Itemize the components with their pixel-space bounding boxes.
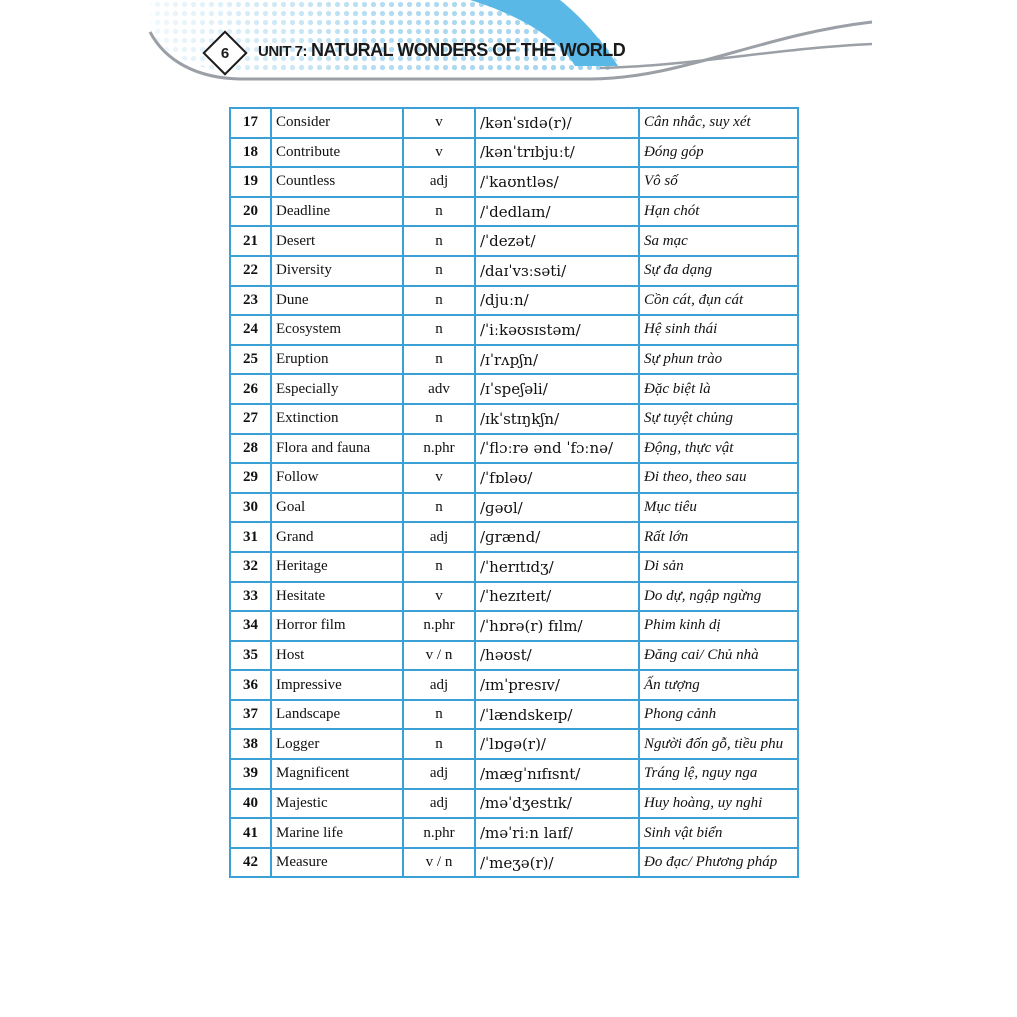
row-number: 27: [230, 404, 271, 434]
vocabulary-table: [229, 107, 799, 878]
vietnamese-meaning: Đi theo, theo sau: [639, 463, 798, 493]
pronunciation: /ˈhɒrə(r) fɪlm/: [475, 611, 639, 641]
vietnamese-meaning: Đóng góp: [639, 138, 798, 168]
row-number: 22: [230, 256, 271, 286]
pronunciation: /ɡrænd/: [475, 522, 639, 552]
vietnamese-meaning: Sự tuyệt chủng: [639, 404, 798, 434]
table-row: [230, 729, 798, 759]
row-number: 40: [230, 789, 271, 819]
vocab-word: Horror film: [271, 611, 403, 641]
part-of-speech: n.phr: [403, 818, 475, 848]
pronunciation: /ˈdezət/: [475, 226, 639, 256]
pronunciation: /ˈiːkəʊsɪstəm/: [475, 315, 639, 345]
pronunciation: /ˈfɒləʊ/: [475, 463, 639, 493]
vietnamese-meaning: Sinh vật biển: [639, 818, 798, 848]
page-number: 6: [220, 44, 230, 62]
vocab-word: Follow: [271, 463, 403, 493]
part-of-speech: v: [403, 108, 475, 138]
row-number: 21: [230, 226, 271, 256]
vocab-word: Majestic: [271, 789, 403, 819]
table-row: [230, 522, 798, 552]
vocab-word: Ecosystem: [271, 315, 403, 345]
vocab-word: Logger: [271, 729, 403, 759]
table-row: [230, 315, 798, 345]
table-row: [230, 641, 798, 671]
row-number: 41: [230, 818, 271, 848]
table-row: [230, 434, 798, 464]
row-number: 25: [230, 345, 271, 375]
vietnamese-meaning: Đo đạc/ Phương pháp: [639, 848, 798, 878]
part-of-speech: v: [403, 463, 475, 493]
part-of-speech: n: [403, 256, 475, 286]
row-number: 18: [230, 138, 271, 168]
vocab-word: Measure: [271, 848, 403, 878]
vietnamese-meaning: Đăng cai/ Chủ nhà: [639, 641, 798, 671]
vietnamese-meaning: Tráng lệ, nguy nga: [639, 759, 798, 789]
row-number: 32: [230, 552, 271, 582]
vietnamese-meaning: Cồn cát, đụn cát: [639, 286, 798, 316]
pronunciation: /həʊst/: [475, 641, 639, 671]
pronunciation: /daɪˈvɜːsəti/: [475, 256, 639, 286]
vietnamese-meaning: Ấn tượng: [639, 670, 798, 700]
vietnamese-meaning: Phim kinh dị: [639, 611, 798, 641]
vocab-word: Hesitate: [271, 582, 403, 612]
table-row: [230, 670, 798, 700]
vocab-word: Grand: [271, 522, 403, 552]
part-of-speech: adj: [403, 522, 475, 552]
vietnamese-meaning: Phong cảnh: [639, 700, 798, 730]
part-of-speech: n: [403, 226, 475, 256]
row-number: 35: [230, 641, 271, 671]
pronunciation: /ˈkaʊntləs/: [475, 167, 639, 197]
part-of-speech: adj: [403, 789, 475, 819]
vietnamese-meaning: Động, thực vật: [639, 434, 798, 464]
vocab-word: Especially: [271, 374, 403, 404]
row-number: 17: [230, 108, 271, 138]
pronunciation: /ˈdedlaɪn/: [475, 197, 639, 227]
vocab-word: Countless: [271, 167, 403, 197]
vocab-word: Flora and fauna: [271, 434, 403, 464]
table-row: [230, 108, 798, 138]
row-number: 19: [230, 167, 271, 197]
part-of-speech: n: [403, 197, 475, 227]
pronunciation: /ˈflɔːrə ənd ˈfɔːnə/: [475, 434, 639, 464]
part-of-speech: n: [403, 700, 475, 730]
pronunciation: /djuːn/: [475, 286, 639, 316]
row-number: 30: [230, 493, 271, 523]
part-of-speech: v / n: [403, 641, 475, 671]
part-of-speech: n: [403, 286, 475, 316]
unit-name: NATURAL WONDERS OF THE WORLD: [310, 40, 626, 60]
vietnamese-meaning: Rất lớn: [639, 522, 798, 552]
pronunciation: /ɪˈrʌpʃn/: [475, 345, 639, 375]
vocab-word: Contribute: [271, 138, 403, 168]
vietnamese-meaning: Sự đa dạng: [639, 256, 798, 286]
vietnamese-meaning: Sa mạc: [639, 226, 798, 256]
part-of-speech: n: [403, 729, 475, 759]
pronunciation: /ˈhezɪteɪt/: [475, 582, 639, 612]
row-number: 42: [230, 848, 271, 878]
row-number: 26: [230, 374, 271, 404]
vocab-word: Marine life: [271, 818, 403, 848]
vocab-word: Magnificent: [271, 759, 403, 789]
unit-prefix: UNIT 7:: [258, 43, 307, 60]
pronunciation: /kənˈsɪdə(r)/: [475, 108, 639, 138]
vietnamese-meaning: Huy hoàng, uy nghi: [639, 789, 798, 819]
pronunciation: /ɪkˈstɪŋkʃn/: [475, 404, 639, 434]
table-row: [230, 848, 798, 878]
table-row: [230, 582, 798, 612]
part-of-speech: adj: [403, 670, 475, 700]
vietnamese-meaning: Do dự, ngập ngừng: [639, 582, 798, 612]
vietnamese-meaning: Cân nhắc, suy xét: [639, 108, 798, 138]
table-row: [230, 463, 798, 493]
part-of-speech: v: [403, 582, 475, 612]
pronunciation: /mæɡˈnɪfɪsnt/: [475, 759, 639, 789]
row-number: 34: [230, 611, 271, 641]
pronunciation: /məˈdʒestɪk/: [475, 789, 639, 819]
table-row: [230, 226, 798, 256]
pronunciation: /ɪmˈpresɪv/: [475, 670, 639, 700]
pronunciation: /ˈlændskeɪp/: [475, 700, 639, 730]
row-number: 38: [230, 729, 271, 759]
part-of-speech: v: [403, 138, 475, 168]
part-of-speech: v / n: [403, 848, 475, 878]
vocab-word: Dune: [271, 286, 403, 316]
table-row: [230, 818, 798, 848]
vocab-word: Eruption: [271, 345, 403, 375]
table-row: [230, 611, 798, 641]
table-row: [230, 167, 798, 197]
row-number: 39: [230, 759, 271, 789]
table-row: [230, 700, 798, 730]
vocab-word: Deadline: [271, 197, 403, 227]
pronunciation: /ɪˈspeʃəli/: [475, 374, 639, 404]
pronunciation: /ɡəʊl/: [475, 493, 639, 523]
row-number: 29: [230, 463, 271, 493]
vocab-word: Heritage: [271, 552, 403, 582]
vocab-word: Impressive: [271, 670, 403, 700]
table-row: [230, 404, 798, 434]
vietnamese-meaning: Đặc biệt là: [639, 374, 798, 404]
row-number: 24: [230, 315, 271, 345]
row-number: 36: [230, 670, 271, 700]
vocab-word: Landscape: [271, 700, 403, 730]
part-of-speech: n.phr: [403, 434, 475, 464]
pronunciation: /ˈlɒɡə(r)/: [475, 729, 639, 759]
vocab-word: Diversity: [271, 256, 403, 286]
vietnamese-meaning: Hệ sinh thái: [639, 315, 798, 345]
part-of-speech: n: [403, 315, 475, 345]
part-of-speech: n: [403, 552, 475, 582]
row-number: 28: [230, 434, 271, 464]
row-number: 31: [230, 522, 271, 552]
pronunciation: /ˈherɪtɪdʒ/: [475, 552, 639, 582]
table-row: [230, 789, 798, 819]
table-row: [230, 374, 798, 404]
vietnamese-meaning: Mục tiêu: [639, 493, 798, 523]
table-row: [230, 286, 798, 316]
pronunciation: /ˈmeʒə(r)/: [475, 848, 639, 878]
vietnamese-meaning: Hạn chót: [639, 197, 798, 227]
part-of-speech: adv: [403, 374, 475, 404]
table-row: [230, 138, 798, 168]
vocab-word: Extinction: [271, 404, 403, 434]
vietnamese-meaning: Vô số: [639, 167, 798, 197]
part-of-speech: n: [403, 493, 475, 523]
vocabulary-table-body: [230, 108, 798, 877]
table-row: [230, 493, 798, 523]
vocab-word: Desert: [271, 226, 403, 256]
part-of-speech: adj: [403, 759, 475, 789]
vietnamese-meaning: Sự phun trào: [639, 345, 798, 375]
table-row: [230, 256, 798, 286]
row-number: 20: [230, 197, 271, 227]
part-of-speech: n.phr: [403, 611, 475, 641]
row-number: 33: [230, 582, 271, 612]
vocab-word: Host: [271, 641, 403, 671]
table-row: [230, 759, 798, 789]
vocab-word: Goal: [271, 493, 403, 523]
row-number: 37: [230, 700, 271, 730]
vietnamese-meaning: Người đốn gỗ, tiều phu: [639, 729, 798, 759]
row-number: 23: [230, 286, 271, 316]
table-row: [230, 552, 798, 582]
unit-title: [258, 40, 625, 61]
table-row: [230, 345, 798, 375]
pronunciation: /kənˈtrɪbjuːt/: [475, 138, 639, 168]
table-row: [230, 197, 798, 227]
vietnamese-meaning: Di sản: [639, 552, 798, 582]
vocab-word: Consider: [271, 108, 403, 138]
part-of-speech: adj: [403, 167, 475, 197]
part-of-speech: n: [403, 404, 475, 434]
part-of-speech: n: [403, 345, 475, 375]
pronunciation: /məˈriːn laɪf/: [475, 818, 639, 848]
